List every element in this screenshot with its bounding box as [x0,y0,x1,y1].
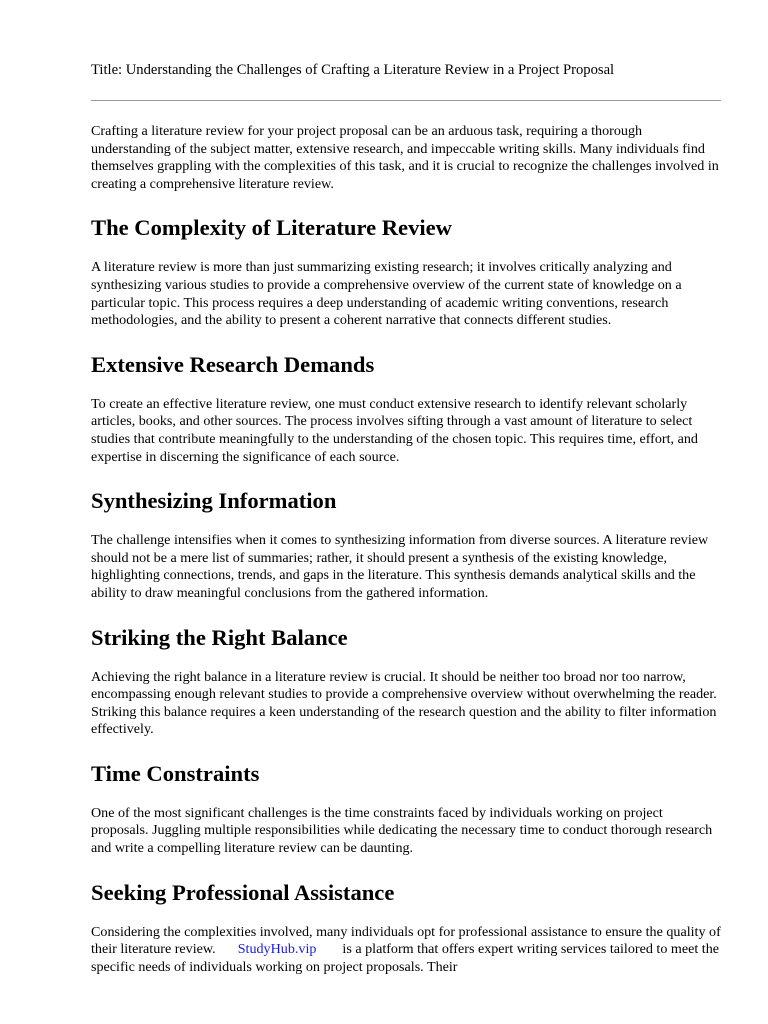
heading-complexity-of-literature-review: The Complexity of Literature Review [91,215,453,241]
document-title: Title: Understanding the Challenges of Crafting a Literature Review in a Project Proposal [91,62,615,78]
paragraph-synthesizing-information: The challenge intensifies when it comes to synthesizing information from diverse sources. A literature review should not be a mere list of summaries; rather, it should present a synthesis of the existing knowledge, highlighting connections, trends, and gaps in the literature. This synthesis demands analytical skills and the ability to draw meaningful conclusions from the gathered information. [91,532,709,601]
title-divider [91,100,721,101]
assistance-text-before-link: Considering the complexities involved, many individuals opt for professional assistance to ensure the quality of their literature review. [91,923,721,958]
studyhub-link[interactable]: StudyHub.vip [237,941,317,958]
paragraph-time-constraints: One of the most significant challenges is the time constraints faced by individuals working on project proposals. Juggling multiple responsibilities while dedicating the necessary time to conduct thorough research and write a compelling literature review can be daunting. [91,804,713,857]
heading-synthesizing-information: Synthesizing Information [91,488,337,514]
heading-extensive-research-demands: Extensive Research Demands [91,351,375,377]
assistance-text-after-link: is a platform that offers expert writing services tailored to meet the specific needs of individuals working on project proposals. Their [91,941,720,975]
paragraph-extensive-research-demands: To create an effective literature review, one must conduct extensive research to identify relevant scholarly articles, books, and other sources. The process involves sifting through a vast amount of literature to select studies that contribute meaningfully to the understanding of the chosen topic. This requires time, effort, and expertise in discerning the significance of each source. [91,395,698,465]
heading-striking-the-right-balance: Striking the Right Balance [91,624,348,650]
paragraph-complexity-of-literature-review: A literature review is more than just summarizing existing research; it involves critically analyzing and synthesizing various studies to provide a comprehensive overview of the current state of knowledge on a particular topic. This process requires a deep understanding of academic writing conventions, research methodologies, and the ability to present a coherent narrative that connects different studies. [91,259,682,329]
document-page [91,0,721,976]
intro-paragraph: Crafting a literature review for your project proposal can be an arduous task, requiring a thorough understanding of the subject matter, extensive research, and impeccable writing skills. Many individuals find themselves grappling with the complexities of this task, and it is crucial to recognize the challenges involved in creating a comprehensive literature review. [91,123,719,192]
paragraph-striking-the-right-balance: Achieving the right balance in a literature review is crucial. It should be neither too broad nor too narrow, encompassing enough relevant studies to provide a comprehensive overview without overwhelming the reader. Striking this balance requires a keen understanding of the research question and the ability to filter information effectively. [91,668,717,738]
heading-seeking-professional-assistance: Seeking Professional Assistance [91,879,395,905]
heading-time-constraints: Time Constraints [91,760,260,786]
paragraph-seeking-professional-assistance [91,924,721,977]
